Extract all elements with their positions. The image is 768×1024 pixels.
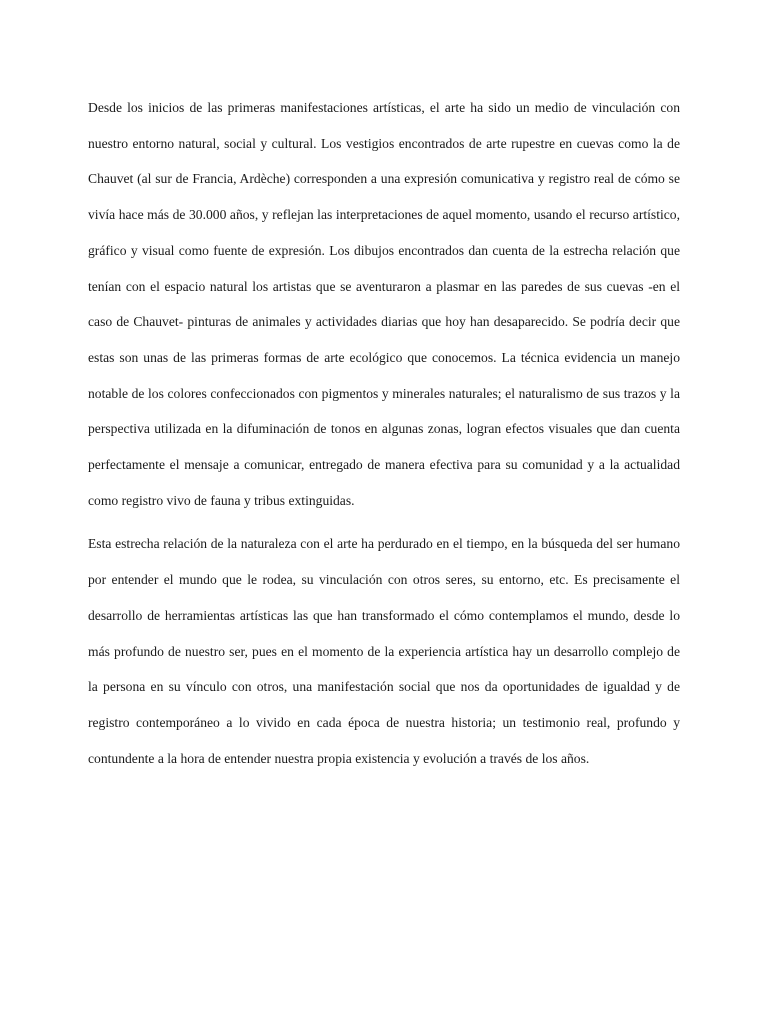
document-body [88, 90, 680, 776]
paragraph-2: Esta estrecha relación de la naturaleza con el arte ha perdurado en el tiempo, en la búsqueda del ser humano por entender el mundo que le rodea, su vinculación con otros seres, su entorno, etc. Es precisamente el desarrollo de herramientas artísticas las que han transformado el cómo contemplamos el mundo, desde lo más profundo de nuestro ser, pues en el momento de la experiencia artística hay un desarrollo complejo de la persona en su vínculo con otros, una manifestación social que nos da oportunidades de igualdad y de registro contemporáneo a lo vivido en cada época de nuestra historia; un testimonio real, profundo y contundente a la hora de entender nuestra propia existencia y evolución a través de los años. [88, 536, 680, 766]
paragraph-1: Desde los inicios de las primeras manifestaciones artísticas, el arte ha sido un medio de vinculación con nuestro entorno natural, social y cultural. Los vestigios encontrados de arte rupestre en cuevas como la de Chauvet (al sur de Francia, Ardèche) corresponden a una expresión comunicativa y registro real de cómo se vivía hace más de 30.000 años, y reflejan las interpretaciones de aquel momento, usando el recurso artístico, gráfico y visual como fuente de expresión. Los dibujos encontrados dan cuenta de la estrecha relación que tenían con el espacio natural los artistas que se aventuraron a plasmar en las paredes de sus cuevas -en el caso de Chauvet- pinturas de animales y actividades diarias que hoy han desaparecido. Se podría decir que estas son unas de las primeras formas de arte ecológico que conocemos. La técnica evidencia un manejo notable de los colores confeccionados con pigmentos y minerales naturales; el naturalismo de sus trazos y la perspectiva utilizada en la difuminación de tonos en algunas zonas, logran efectos visuales que dan cuenta perfectamente el mensaje a comunicar, entregado de manera efectiva para su comunidad y a la actualidad como registro vivo de fauna y tribus extinguidas. [88, 100, 680, 508]
